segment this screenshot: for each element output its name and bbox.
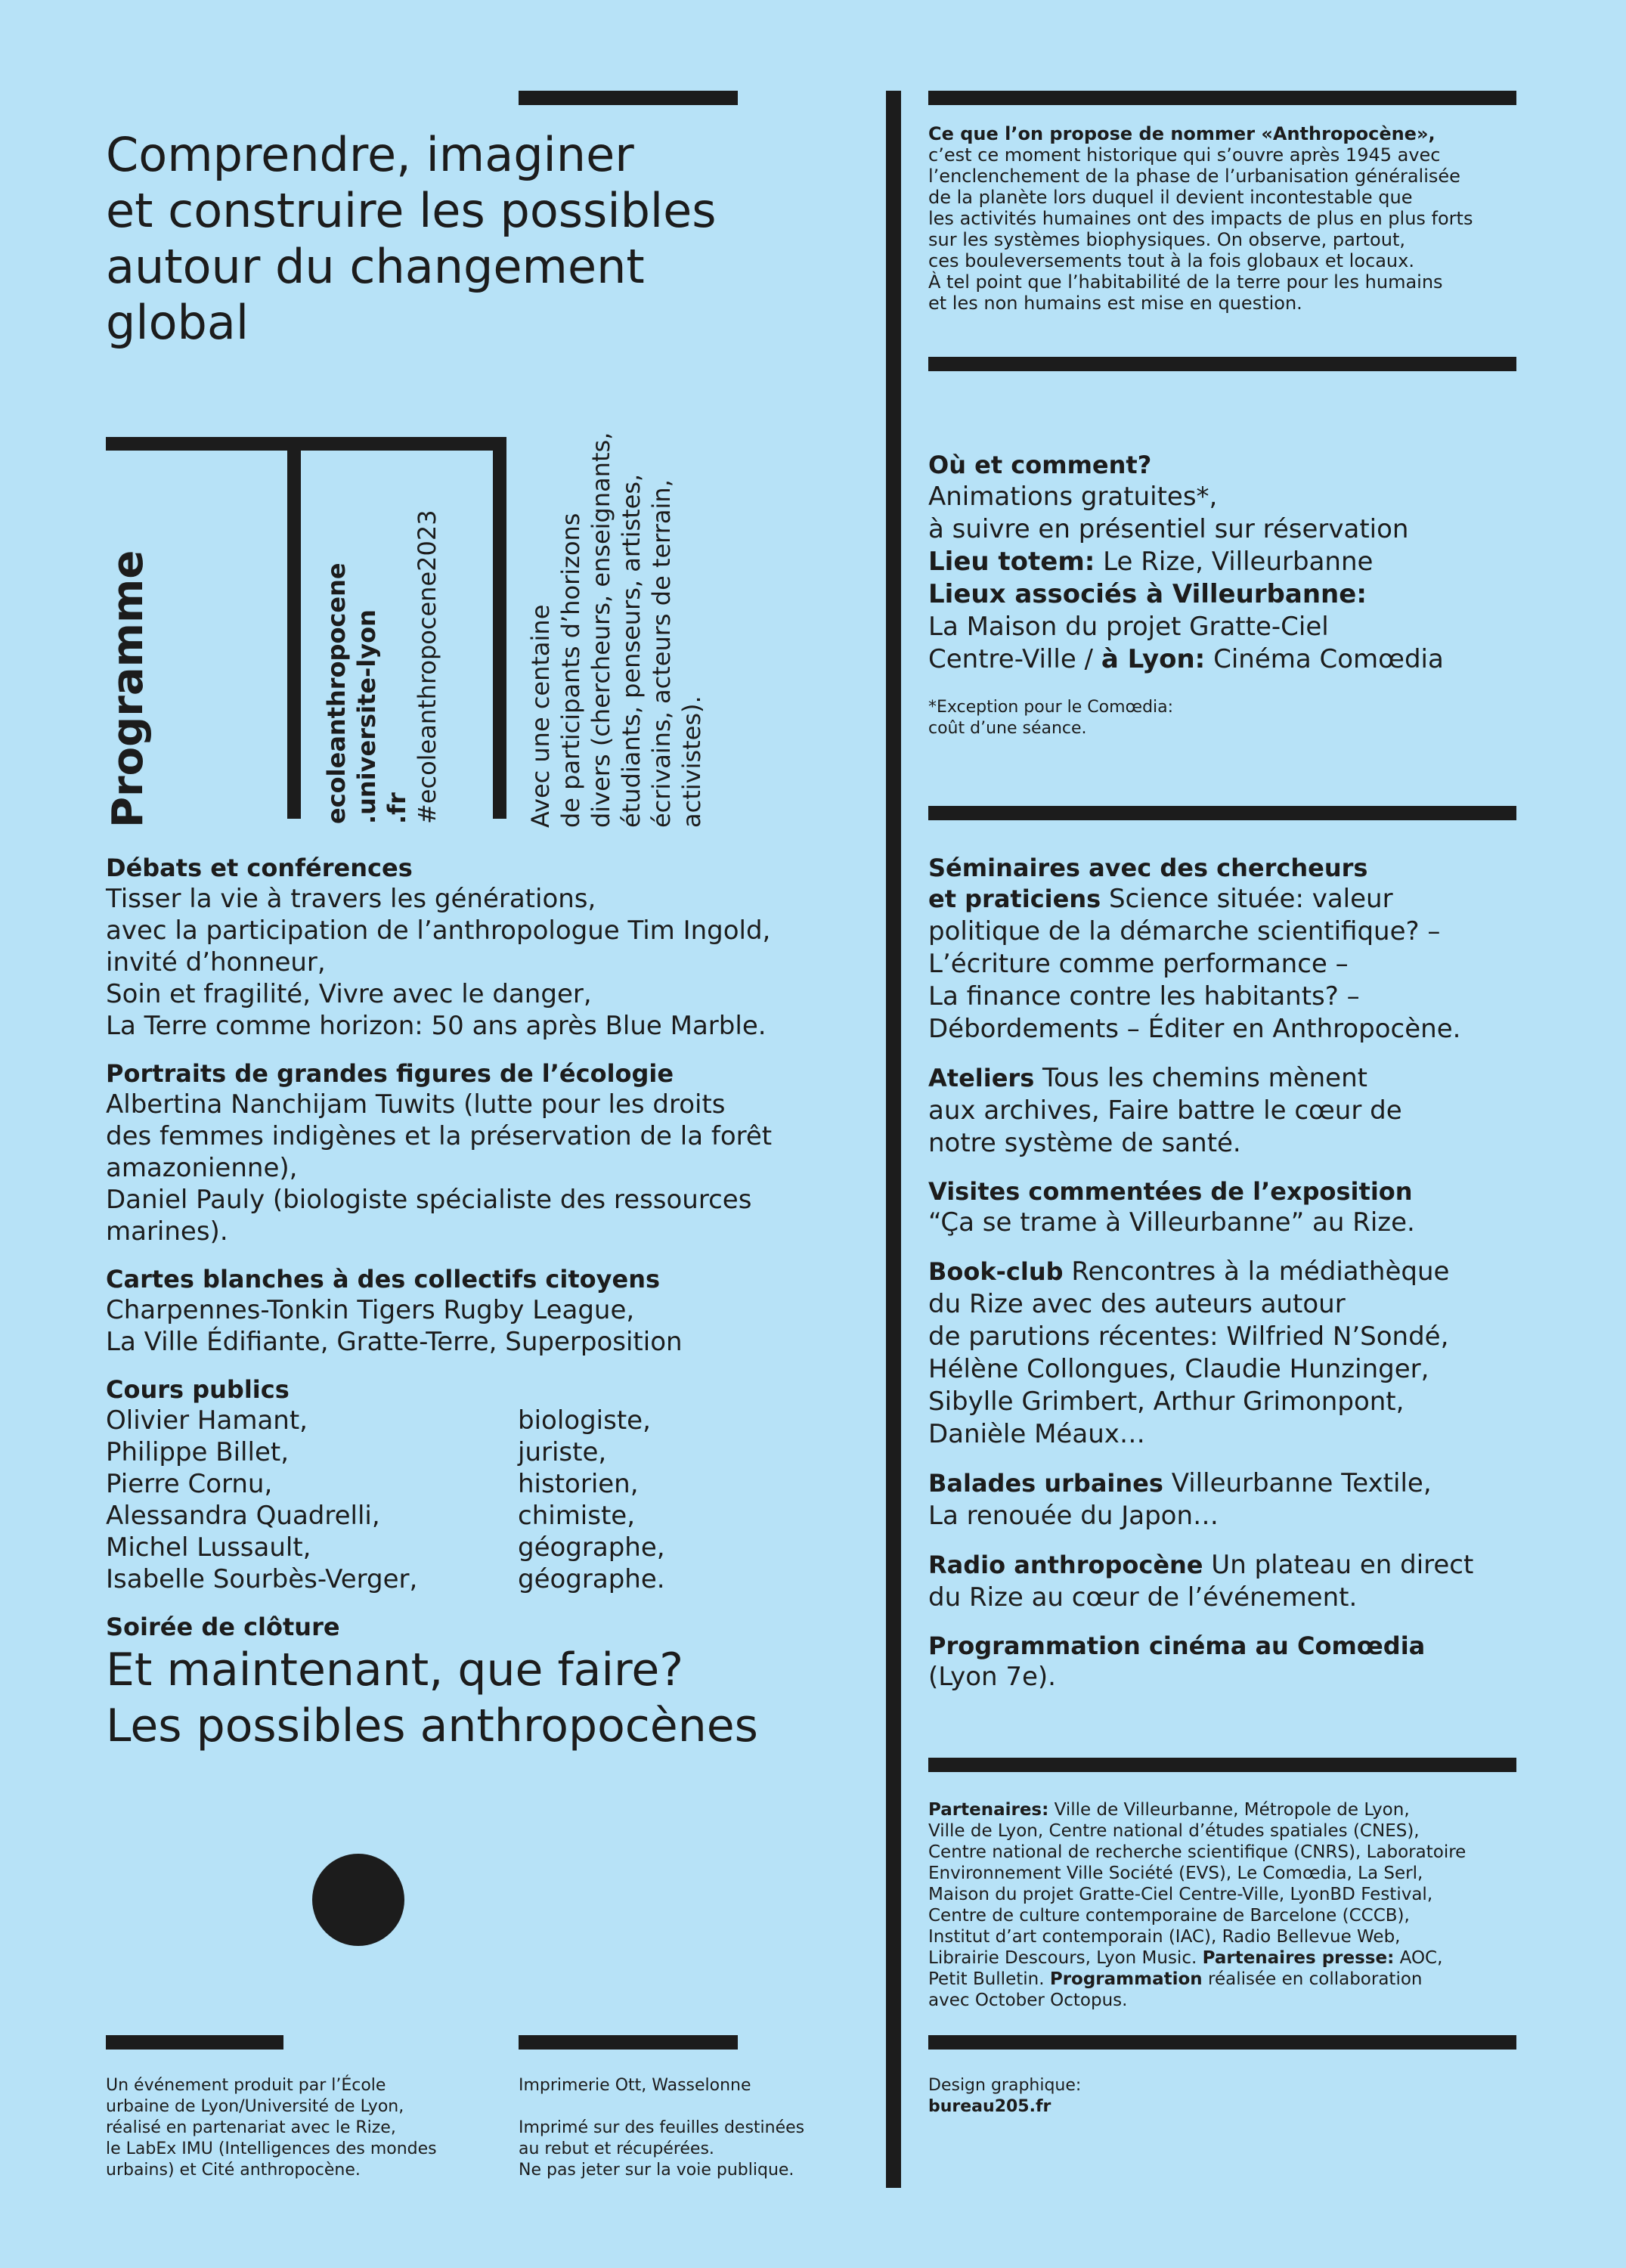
speaker-role: géographe,	[518, 1532, 665, 1563]
footer-line: Imprimé sur des feuilles destinées	[519, 2118, 805, 2137]
designer-link[interactable]: bureau205.fr	[928, 2097, 1051, 2116]
partners-line	[928, 1969, 1556, 1990]
footer-line: Un événement produit par l’École	[106, 2076, 386, 2095]
intro-text	[928, 123, 1548, 314]
section-title: Programmation cinéma au Comœdia	[928, 1631, 1426, 1660]
programme-frame-top	[106, 437, 506, 451]
partners-line: Centre national de recherche scientifique (CNRS), Laboratoire	[928, 1842, 1466, 1862]
section-title: Radio anthropocène	[928, 1551, 1203, 1579]
footer-line: le LabEx IMU (Intelligences des mondes	[106, 2139, 437, 2158]
center-vertical-divider	[886, 91, 901, 2188]
section-line	[928, 1062, 1556, 1095]
speaker-name: Pierre Cornu,	[106, 1469, 273, 1499]
website-line[interactable]: .universite-lyon	[352, 609, 381, 824]
assoc-lyon-label: à Lyon:	[1101, 644, 1206, 674]
totem-label: Lieu totem:	[928, 547, 1095, 577]
intro-line: les activités humaines ont des impacts de plus en plus forts	[928, 208, 1473, 229]
footer-line: au rebut et récupérées.	[519, 2139, 714, 2158]
website-block	[321, 510, 442, 824]
section-line: des femmes indigènes et la préservation de la forêt	[106, 1121, 773, 1151]
section-line: notre système de santé.	[928, 1128, 1241, 1158]
partners-text: réalisée en collaboration	[1202, 1969, 1423, 1989]
section-debats	[106, 853, 869, 1042]
intro-line: c’est ce moment historique qui s’ouvre après 1945 avec	[928, 144, 1441, 166]
section-ateliers	[928, 1062, 1556, 1160]
partners-text: Ville de Villeurbanne, Métropole de Lyon,	[1048, 1800, 1410, 1820]
section-line	[928, 883, 1556, 916]
assoc-line	[928, 643, 1548, 676]
section-line: avec la participation de l’anthropologue Tim Ingold,	[106, 916, 771, 946]
speaker-name: Philippe Billet,	[106, 1437, 290, 1467]
rule-right-4	[928, 1758, 1516, 1772]
section-line: amazonienne),	[106, 1153, 298, 1183]
programmation-label: Programmation	[1049, 1969, 1203, 1989]
section-line: du Rize au cœur de l’événement.	[928, 1582, 1358, 1613]
section-line: L’écriture comme performance –	[928, 949, 1349, 979]
title-line: Comprendre, imaginer	[106, 127, 634, 182]
section-title: Séminaires avec des chercheurs	[928, 854, 1368, 882]
rule-footer-mid	[519, 2035, 738, 2050]
section-title: Cours publics	[106, 1375, 290, 1404]
partners-line: Centre de culture contemporaine de Barcelone (CCCB),	[928, 1906, 1410, 1926]
programme-frame-stem	[287, 437, 301, 819]
section-title: et praticiens	[928, 885, 1101, 913]
speaker-role: géographe.	[518, 1564, 665, 1594]
section-title: Cartes blanches à des collectifs citoyens	[106, 1265, 661, 1294]
section-seminaires	[928, 853, 1556, 1046]
rule-right-2	[928, 357, 1516, 371]
partners-line	[928, 1947, 1556, 1969]
intro-lead: Ce que l’on propose de nommer «Anthropocène»,	[928, 123, 1436, 144]
title-line: global	[106, 295, 249, 350]
right-program-sections	[928, 853, 1556, 1710]
intro-line: sur les systèmes biophysiques. On observe, partout,	[928, 229, 1405, 250]
section-text: Tous les chemins mènent	[1034, 1063, 1367, 1093]
title-line: autour du changement	[106, 239, 645, 294]
where-section	[928, 449, 1548, 739]
section-text: Rencontres à la médiathèque	[1063, 1256, 1450, 1287]
speaker-role: biologiste,	[518, 1405, 651, 1436]
assoc-label: Lieux associés à Villeurbanne:	[928, 579, 1367, 609]
section-line: Hélène Collongues, Claudie Hunzinger,	[928, 1354, 1429, 1384]
speaker-name: Michel Lussault,	[106, 1532, 311, 1563]
section-line: Tisser la vie à travers les générations,	[106, 884, 596, 914]
rule-right-3	[928, 806, 1516, 820]
press-label: Partenaires presse:	[1202, 1948, 1395, 1968]
speaker-role: historien,	[518, 1469, 639, 1499]
section-balades	[928, 1467, 1556, 1532]
section-cinema	[928, 1631, 1556, 1693]
section-line: La Ville Édifiante, Gratte-Terre, Superposition	[106, 1327, 683, 1357]
where-note: coût d’une séance.	[928, 719, 1087, 738]
section-bookclub	[928, 1256, 1556, 1451]
section-text: Villeurbanne Textile,	[1163, 1468, 1432, 1498]
speaker-role: juriste,	[518, 1437, 607, 1467]
section-line: Danièle Méaux…	[928, 1419, 1145, 1449]
section-line	[928, 1256, 1556, 1288]
footer-printer	[519, 2075, 874, 2181]
section-text: Un plateau en direct	[1203, 1550, 1474, 1580]
partners-text: AOC,	[1394, 1948, 1443, 1968]
speaker-name: Isabelle Sourbès-Verger,	[106, 1564, 418, 1594]
speaker-name: Olivier Hamant,	[106, 1405, 308, 1436]
speaker-role: chimiste,	[518, 1501, 636, 1531]
participants-line: de participants d’horizons	[556, 513, 585, 828]
totem-value: Le Rize, Villeurbanne	[1095, 547, 1374, 577]
footer-line: urbaine de Lyon/Université de Lyon,	[106, 2097, 404, 2116]
intro-line: et les non humains est mise en question.	[928, 293, 1302, 314]
section-line: La renouée du Japon…	[928, 1501, 1219, 1531]
left-program-sections	[106, 853, 869, 1771]
section-line	[928, 1467, 1556, 1500]
section-line: Albertina Nanchijam Tuwits (lutte pour les droits	[106, 1089, 726, 1120]
section-title: Soirée de clôture	[106, 1613, 340, 1641]
programme-frame-right	[493, 437, 506, 819]
section-portraits	[106, 1058, 869, 1247]
section-line: “Ça se trame à Villeurbanne” au Rize.	[928, 1207, 1415, 1238]
assoc-part: Centre-Ville /	[928, 644, 1101, 674]
partners-label: Partenaires:	[928, 1800, 1049, 1820]
section-title: Débats et conférences	[106, 854, 413, 882]
section-line: de parutions récentes: Wilfried N’Sondé,	[928, 1321, 1449, 1352]
partners-line: Environnement Ville Société (EVS), Le Comœdia, La Serl,	[928, 1864, 1423, 1883]
rule-top-left	[519, 91, 738, 105]
intro-line: ces bouleversements tout à la fois globaux et locaux.	[928, 250, 1414, 271]
section-line: (Lyon 7e).	[928, 1662, 1056, 1692]
section-line: marines).	[106, 1216, 228, 1247]
section-line: Charpennes-Tonkin Tigers Rugby League,	[106, 1295, 635, 1325]
assoc-part: Cinéma Comœdia	[1205, 644, 1444, 674]
section-title: Book-club	[928, 1257, 1064, 1286]
footer-line: réalisé en partenariat avec le Rize,	[106, 2118, 396, 2137]
footer-producer	[106, 2075, 499, 2181]
participants-block	[525, 432, 707, 828]
participants-line: divers (chercheurs, enseignants,	[587, 432, 615, 828]
section-title: Visites commentées de l’exposition	[928, 1177, 1413, 1206]
intro-line: l’enclenchement de la phase de l’urbanisation généralisée	[928, 166, 1460, 187]
section-cartes-blanches	[106, 1264, 869, 1358]
section-line: Soin et fragilité, Vivre avec le danger,	[106, 979, 592, 1009]
partners-block	[928, 1799, 1556, 2011]
title-line: et construire les possibles	[106, 183, 717, 238]
section-line: Sibylle Grimbert, Arthur Grimonpont,	[928, 1387, 1405, 1417]
footer-design	[928, 2075, 1306, 2118]
footer-line: Ne pas jeter sur la voie publique.	[519, 2161, 794, 2180]
cours-list	[106, 1405, 869, 1595]
participants-line: Avec une centaine	[526, 604, 555, 828]
closing-headline: Et maintenant, que faire?	[106, 1644, 684, 1696]
section-title: Ateliers	[928, 1064, 1035, 1092]
where-line: à suivre en présentiel sur réservation	[928, 514, 1409, 544]
partners-line: avec October Octopus.	[928, 1991, 1128, 2010]
section-title: Balades urbaines	[928, 1469, 1163, 1498]
section-line: aux archives, Faire battre le cœur de	[928, 1095, 1402, 1126]
section-line: invité d’honneur,	[106, 947, 326, 978]
participants-line: activistes).	[677, 696, 706, 828]
intro-line: de la planète lors duquel il devient incontestable que	[928, 187, 1413, 208]
footer-line: Imprimerie Ott, Wasselonne	[519, 2076, 751, 2095]
section-line: Débordements – Éditer en Anthropocène.	[928, 1014, 1461, 1044]
partners-text: Petit Bulletin.	[928, 1969, 1050, 1989]
rule-top-right	[928, 91, 1516, 105]
partners-text: Librairie Descours, Lyon Music.	[928, 1948, 1203, 1968]
partners-line: Maison du projet Gratte-Ciel Centre-Ville, LyonBD Festival,	[928, 1885, 1433, 1904]
section-title: Portraits de grandes figures de l’écologie	[106, 1059, 674, 1088]
hashtag: #ecoleanthropocene2023	[413, 510, 441, 824]
footer-line: urbains) et Cité anthropocène.	[106, 2161, 361, 2180]
closing-headline: Les possibles anthropocènes	[106, 1699, 758, 1752]
partners-line: Ville de Lyon, Centre national d’études spatiales (CNES),	[928, 1821, 1420, 1841]
where-title: Où et comment?	[928, 451, 1152, 479]
section-line: La finance contre les habitants? –	[928, 981, 1360, 1012]
page-title	[106, 127, 862, 351]
website-line[interactable]: .fr	[382, 792, 411, 824]
totem-line	[928, 546, 1548, 578]
website-line[interactable]: ecoleanthropocene	[322, 562, 351, 824]
intro-line: À tel point que l’habitabilité de la terre pour les humains	[928, 271, 1443, 293]
section-line: La Terre comme horizon: 50 ans après Blue Marble.	[106, 1011, 767, 1041]
rule-footer-left	[106, 2035, 283, 2050]
where-line: Animations gratuites*,	[928, 482, 1218, 512]
section-radio	[928, 1549, 1556, 1614]
partners-line	[928, 1799, 1556, 1820]
partners-line: Institut d’art contemporain (IAC), Radio Bellevue Web,	[928, 1927, 1401, 1947]
section-line: Daniel Pauly (biologiste spécialiste des ressources	[106, 1185, 752, 1215]
rule-right-footer	[928, 2035, 1516, 2050]
section-cloture	[106, 1612, 869, 1754]
programme-label: Programme	[104, 550, 153, 828]
section-text: Science située: valeur	[1101, 884, 1393, 914]
participants-line: étudiants, penseurs, artistes,	[617, 473, 646, 828]
participants-line: écrivains, acteurs de terrain,	[647, 479, 676, 828]
where-note: *Exception pour le Comœdia:	[928, 698, 1174, 717]
assoc-line: La Maison du projet Gratte-Ciel	[928, 612, 1329, 642]
section-cours-publics	[106, 1374, 869, 1595]
footer-line: Design graphique:	[928, 2076, 1082, 2095]
section-line	[928, 1549, 1556, 1582]
speaker-name: Alessandra Quadrelli,	[106, 1501, 380, 1531]
section-line: du Rize avec des auteurs autour	[928, 1289, 1346, 1319]
section-line: politique de la démarche scientifique? –	[928, 916, 1441, 947]
section-visites	[928, 1176, 1556, 1239]
black-dot-graphic	[312, 1854, 404, 1946]
